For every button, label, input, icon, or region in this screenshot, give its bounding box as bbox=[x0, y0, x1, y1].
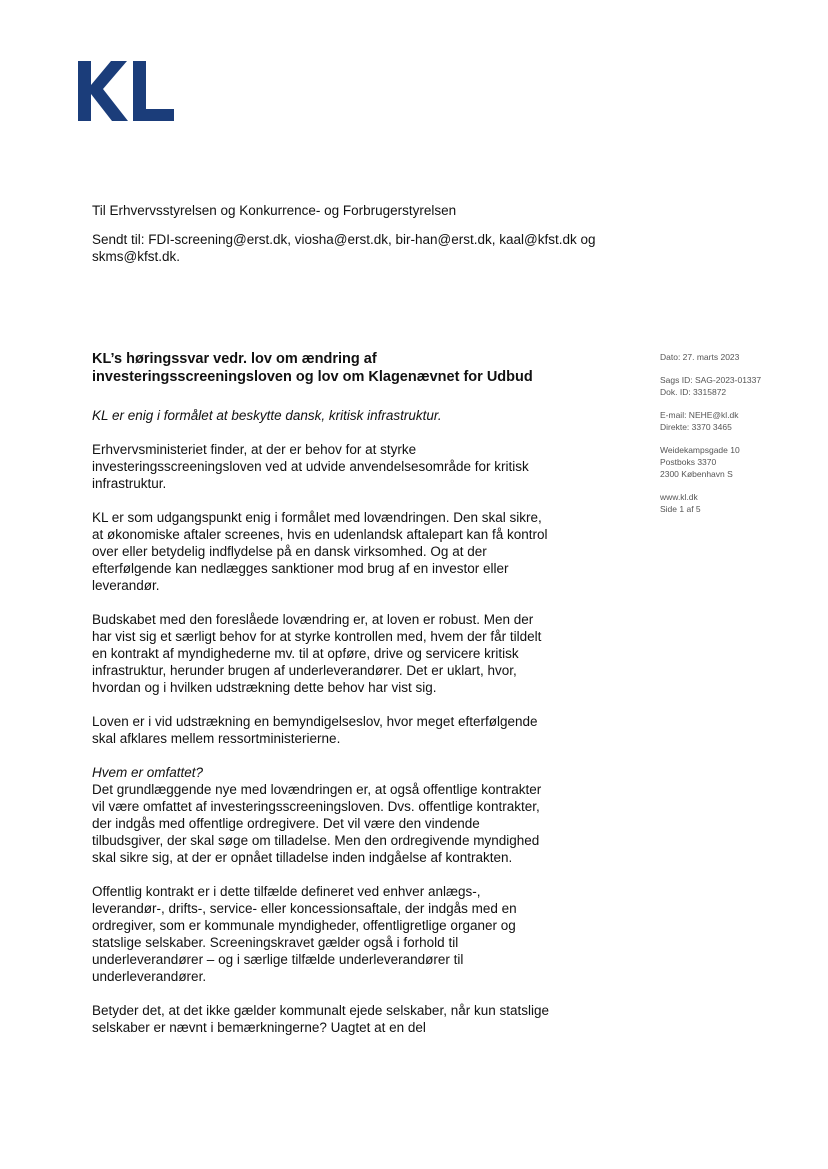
section-paragraph: Det grundlæggende nye med lovændringen er, at også offentlige kontrakter vil være omfattet af investeringsscreeningsloven. Dvs. offentlige kontrakter, der indgås med offentlige ordregivere. Det vil være den vindende tilbudsgiver, der skal søge om tilladelse. Men den ordregivende myndighed skal sikre sig, at der er opnået tilladelse inden indgåelse af kontrakten. bbox=[92, 782, 542, 865]
address-block bbox=[660, 444, 820, 480]
website-text: www.kl.dk bbox=[660, 492, 698, 502]
kl-logo bbox=[78, 61, 174, 121]
direct-phone-text: Direkte: 3370 3465 bbox=[660, 422, 732, 432]
body-paragraph: KL er som udgangspunkt enig i formålet med lovændringen. Den skal sikre, at økonomiske aftaler screenes, hvis en udenlandsk aftalepart kan få kontrol over eller betydelig indflydelse på en dansk virksomhed. Og at der efterfølgende kan nedlægges sanktioner mod brug af en investor eller leverandør. bbox=[92, 510, 548, 593]
sent-to-line: Sendt til: FDI-screening@erst.dk, viosha@erst.dk, bir-han@erst.dk, kaal@kfst.dk og skms@kfst.dk. bbox=[92, 232, 596, 264]
postbox-text: Postboks 3370 bbox=[660, 457, 717, 467]
email-text: E-mail: NEHE@kl.dk bbox=[660, 410, 739, 420]
kl-logo-graphic bbox=[78, 61, 174, 121]
date-block bbox=[660, 351, 820, 363]
recipient-line: Til Erhvervsstyrelsen og Konkurrence- og Forbrugerstyrelsen bbox=[92, 203, 457, 218]
recipients-block bbox=[92, 202, 632, 277]
section-block bbox=[92, 764, 552, 866]
body-paragraph: Budskabet med den foreslåede lovændring er, at loven er robust. Men der har vist sig et særligt behov for at styrke kontrollen med, hvem der får tildelt en kontrakt af myndighederne mv. til at opføre, drive og servicere kritisk infrastruktur, herunder brugen af underleverandører. Det er uklart, hvor, hvordan og i hvilken udstrækning dette behov har vist sig. bbox=[92, 612, 542, 695]
contact-block bbox=[660, 409, 820, 433]
document-title: KL’s høringssvar vedr. lov om ændring af investeringsscreeningsloven og lov om Klagenævnet for Udbud bbox=[92, 351, 533, 385]
section-heading: Hvem er omfattet? bbox=[92, 765, 204, 780]
doc-id-text: Dok. ID: 3315872 bbox=[660, 387, 727, 397]
sidebar-meta bbox=[660, 351, 820, 526]
body-paragraph: Loven er i vid udstrækning en bemyndigelseslov, hvor meget efterfølgende skal afklares mellem ressortministerierne. bbox=[92, 714, 538, 746]
body-paragraph: Erhvervsministeriet finder, at der er behov for at styrke investeringsscreeningsloven ved at udvide anvendelsesområde for kritisk infrastruktur. bbox=[92, 442, 529, 491]
section-paragraph: Offentlig kontrakt er i dette tilfælde defineret ved enhver anlægs-, leverandør-, drifts-, service- eller koncessionsaftale, der indgås med en ordregiver, som er kommunale myndigheder, offentligretlige organer og statslige selskaber. Screeningskravet gælder også i forhold til underleverandører – og i særlige tilfælde underleverandører til underleverandører. bbox=[92, 884, 517, 984]
web-block bbox=[660, 491, 820, 515]
section-paragraph: Betyder det, at det ikke gælder kommunalt ejede selskaber, når kun statslige selskaber er nævnt i bemærkningerne? Uagtet at en del bbox=[92, 1003, 549, 1035]
lead-paragraph: KL er enig i formålet at beskytte dansk, kritisk infrastruktur. bbox=[92, 408, 442, 423]
case-id-text: Sags ID: SAG-2023-01337 bbox=[660, 375, 762, 385]
date-text: Dato: 27. marts 2023 bbox=[660, 352, 740, 362]
letter-body bbox=[92, 350, 552, 1053]
case-id-block bbox=[660, 374, 820, 398]
page-number-text: Side 1 af 5 bbox=[660, 504, 701, 514]
street-text: Weidekampsgade 10 bbox=[660, 445, 740, 455]
city-text: 2300 København S bbox=[660, 469, 733, 479]
